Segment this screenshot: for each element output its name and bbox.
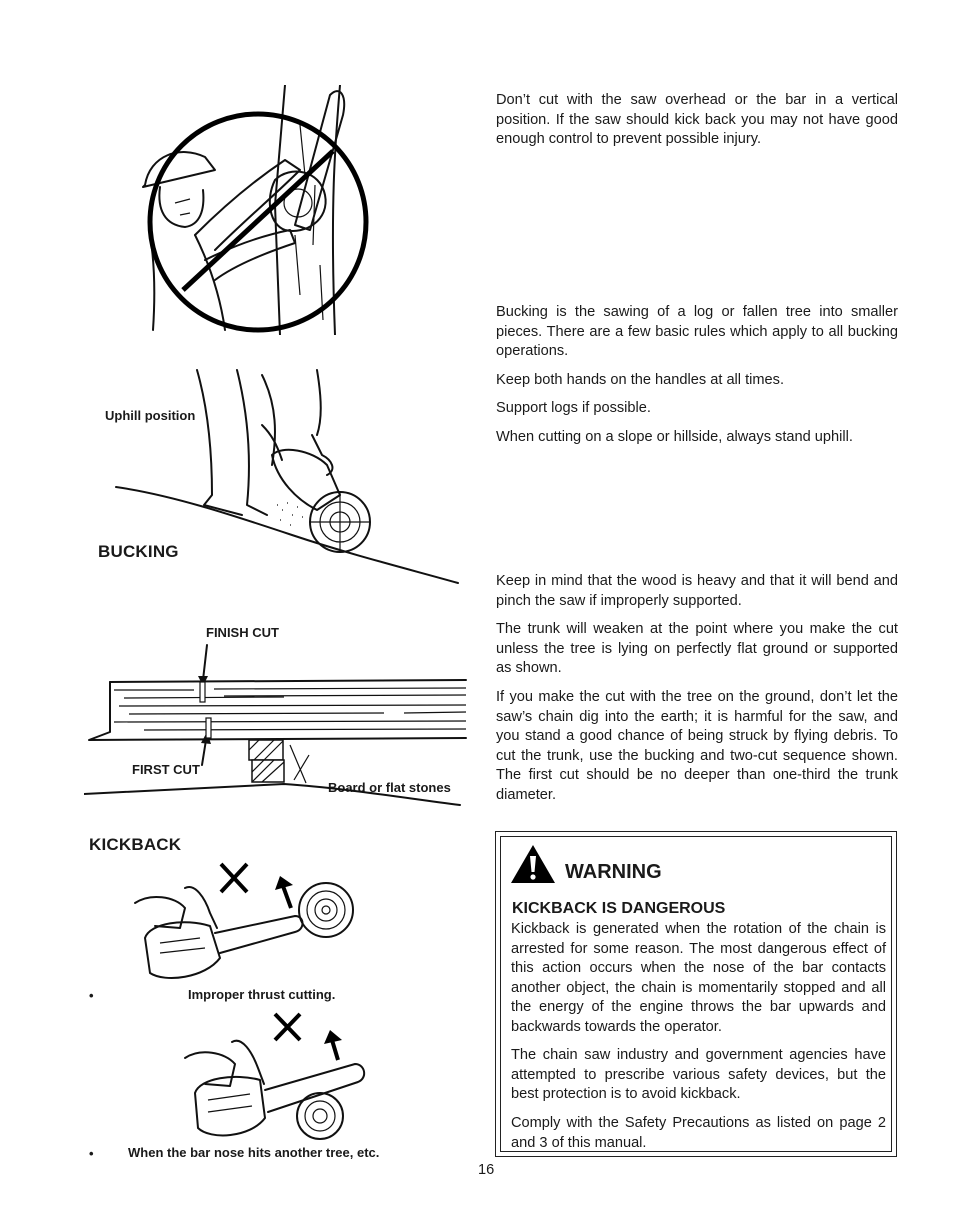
board-flat-stones-label: Board or flat stones [328,780,451,795]
kickback-caption-2: When the bar nose hits another tree, etc. [128,1145,380,1160]
bucking-heading: BUCKING [98,542,179,561]
warning-paragraph-1: Kickback is generated when the rotation of the chain is arrested for some reason. The most dangerous effect of this action occurs when the nose of the bar contacts another object, the chain is momentarily stopped and all the energy of the engine throws the bar upwards and backwards towards the operator. [511,921,886,1035]
kickback-caption-1: Improper thrust cutting. [188,987,336,1002]
support-paragraph-1: Keep in mind that the wood is heavy and that it will bend and pinch the saw if improperly supported. [496,573,898,609]
warning-paragraph-2: The chain saw industry and government agencies have attempted to prescribe various safety devices, but the best protection is to avoid kickback. [511,1047,886,1102]
warning-triangle-icon [509,843,557,885]
overhead-paragraph: Don’t cut with the saw overhead or the bar in a vertical position. If the saw should kick back you may not have good enough control to prevent possible injury. [496,92,898,147]
warning-title: WARNING [565,861,662,883]
warning-box [495,831,897,1157]
kickback-heading: KICKBACK [89,835,182,854]
supported-log-cut-illustration [84,640,468,812]
bucking-paragraph-1: Bucking is the sawing of a log or fallen tree into smaller pieces. There are a few basic rules which apply to all bucking operations. [496,304,898,359]
bucking-paragraph-2: Keep both hands on the handles at all times. [496,372,785,388]
kickback-bullet-2: • [89,1146,94,1161]
finish-cut-label: FINISH CUT [206,625,279,640]
improper-thrust-cutting-illustration [125,858,360,986]
warning-paragraph-3: Comply with the Safety Precautions as listed on page 2 and 3 of this manual. [511,1115,886,1151]
uphill-position-label: Uphill position [105,408,196,423]
overhead-cutting-prohibited-illustration [135,85,375,335]
page-number: 16 [478,1162,495,1178]
bar-nose-hits-tree-illustration [170,1008,380,1144]
bucking-paragraph-3: Support logs if possible. [496,400,651,416]
bucking-paragraph-4: When cutting on a slope or hillside, always stand uphill. [496,429,853,445]
warning-subtitle: KICKBACK IS DANGEROUS [512,900,726,917]
first-cut-label: FIRST CUT [132,762,200,777]
warning-box-inner [500,836,892,1152]
kickback-bullet-1: • [89,988,94,1003]
support-paragraph-2: The trunk will weaken at the point where you make the cut unless the tree is lying on perfectly flat ground or supported as shown. [496,621,898,676]
support-paragraph-3: If you make the cut with the tree on the ground, don’t let the saw’s chain dig into the earth; it is harmful for the saw, and you stand a good chance of being struck by flying debris. To cut the trunk, use the bucking and two-cut sequence shown. The first cut should be no deeper than one-third the trunk diameter. [496,689,898,803]
